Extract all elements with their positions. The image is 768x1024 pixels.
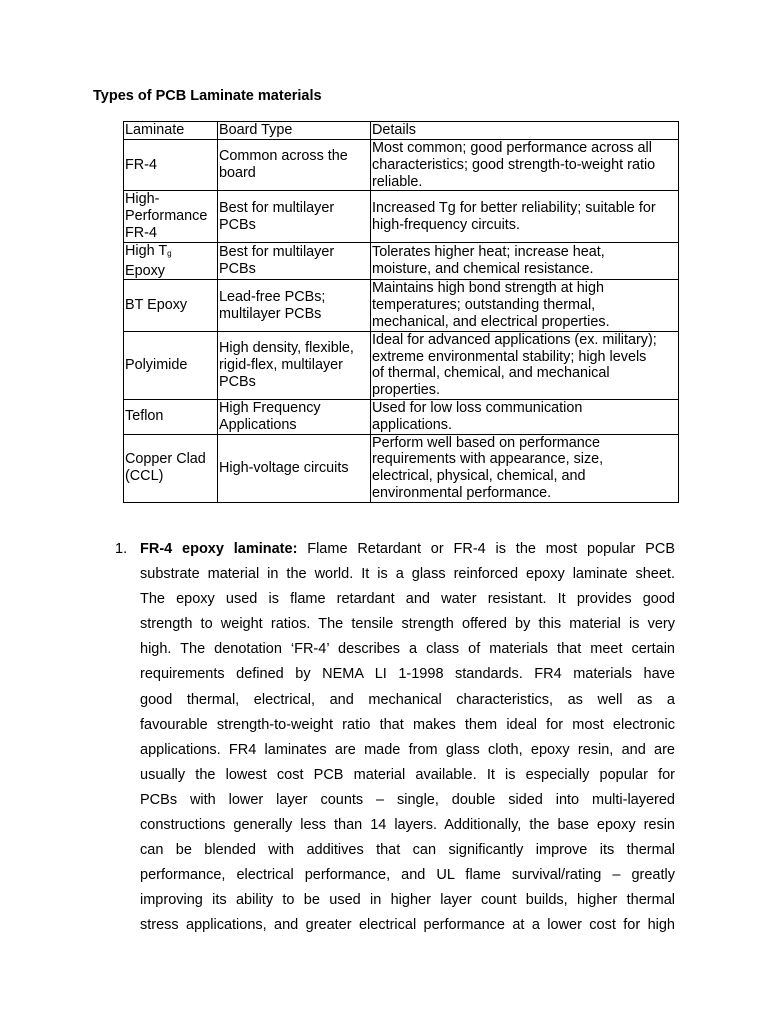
- list-number: 1.: [115, 541, 128, 557]
- cell-laminate: [124, 434, 218, 502]
- cell-details: [371, 280, 679, 331]
- cell-line: moisture, and chemical resistance.: [372, 261, 594, 278]
- cell-board-type: [218, 399, 371, 434]
- cell-line: BT Epoxy: [125, 297, 188, 314]
- cell-board-type: [218, 242, 371, 280]
- cell-details: [371, 242, 679, 280]
- cell-line: electrical, physical, chemical, and: [372, 468, 586, 485]
- table-row: [124, 242, 679, 280]
- laminate-table: [123, 121, 679, 503]
- cell-laminate: [124, 331, 218, 399]
- list-line: improving its ability to be used in higher layer count builds, higher thermal: [140, 892, 675, 909]
- list-item-lead: FR-4 epoxy laminate:: [140, 541, 298, 557]
- list-line: substrate material in the world. It is a glass reinforced epoxy laminate sheet.: [140, 566, 675, 583]
- cell-line: Epoxy: [125, 262, 165, 279]
- header-details: Details: [371, 122, 679, 140]
- cell-line: Ideal for advanced applications (ex. military);: [372, 331, 657, 348]
- cell-line: mechanical, and electrical properties.: [372, 313, 610, 330]
- list-line: good thermal, electrical, and mechanical characteristics, as well as a: [140, 691, 675, 708]
- list-line: PCBs with lower layer counts – single, double sided into multi-layered: [140, 791, 675, 808]
- table-header-row: [124, 122, 679, 140]
- cell-line: extreme environmental stability; high levels: [372, 348, 647, 365]
- cell-line: Used for low loss communication: [372, 399, 583, 416]
- table-row: [124, 434, 679, 502]
- cell-line: High-: [125, 191, 160, 208]
- list-line: The epoxy used is flame retardant and water resistant. It provides good: [140, 591, 675, 608]
- cell-line: characteristics; good strength-to-weight ratio: [372, 156, 656, 173]
- cell-line: temperatures; outstanding thermal,: [372, 297, 596, 314]
- cell-board-type: [218, 331, 371, 399]
- cell-line: Copper Clad: [125, 451, 206, 468]
- cell-line: requirements with appearance, size,: [372, 451, 604, 468]
- list-line: requirements defined by NEMA LI 1-1998 standards. FR4 materials have: [140, 666, 675, 683]
- cell-line: Increased Tg for better reliability; suitable for: [372, 199, 656, 216]
- cell-line: PCBs: [219, 261, 256, 278]
- cell-line: FR-4: [125, 156, 157, 173]
- cell-line: board: [219, 165, 256, 182]
- cell-board-type: [218, 191, 371, 242]
- list-item-fr4: [140, 537, 675, 939]
- cell-laminate: [124, 191, 218, 242]
- list-line: strength to weight ratios. The tensile strength offered by this material is very: [140, 616, 675, 633]
- list-line: favourable strength-to-weight ratio that makes them ideal for most electronic: [140, 716, 675, 733]
- cell-line: rigid-flex, multilayer: [219, 356, 343, 373]
- cell-line: Best for multilayer: [219, 199, 335, 216]
- header-board-type: Board Type: [218, 122, 371, 140]
- cell-laminate: [124, 140, 218, 191]
- cell-line: High density, flexible,: [219, 340, 354, 357]
- cell-line: applications.: [372, 416, 452, 433]
- table-row: [124, 399, 679, 434]
- cell-line: Applications: [219, 416, 297, 433]
- cell-details: [371, 140, 679, 191]
- cell-details: [371, 399, 679, 434]
- cell-text: High T: [125, 242, 168, 259]
- cell-line: PCBs: [219, 216, 256, 233]
- cell-line: Most common; good performance across all: [372, 140, 652, 156]
- cell-details: [371, 434, 679, 502]
- list-line: usually the lowest cost PCB material available. It is especially popular for: [140, 766, 675, 783]
- cell-board-type: [218, 434, 371, 502]
- cell-line: FR-4: [125, 224, 157, 241]
- list-line: performance, electrical performance, and UL flame survival/rating – greatly: [140, 867, 675, 884]
- cell-line: Best for multilayer: [219, 244, 335, 261]
- cell-line: Polyimide: [125, 356, 188, 373]
- list-first-line: [140, 537, 675, 562]
- list-line: can be blended with additives that can significantly improve its thermal: [140, 842, 675, 859]
- cell-line: Teflon: [125, 408, 164, 425]
- cell-laminate: [124, 399, 218, 434]
- table-row: [124, 280, 679, 331]
- table-row: [124, 191, 679, 242]
- cell-line: Lead-free PCBs;: [219, 288, 326, 305]
- cell-line: PCBs: [219, 373, 256, 390]
- cell-line: of thermal, chemical, and mechanical: [372, 365, 610, 382]
- header-laminate: Laminate: [124, 122, 218, 140]
- list-line: constructions generally less than 14 layers. Additionally, the base epoxy resin: [140, 817, 675, 834]
- cell-details: [371, 331, 679, 399]
- cell-board-type: [218, 280, 371, 331]
- section-heading: Types of PCB Laminate materials: [93, 88, 322, 104]
- cell-line: high-frequency circuits.: [372, 216, 520, 233]
- cell-line: reliable.: [372, 173, 423, 190]
- cell-line: properties.: [372, 382, 440, 399]
- cell-line: multilayer PCBs: [219, 305, 322, 322]
- cell-line: (CCL): [125, 468, 164, 485]
- cell-laminate: [124, 242, 218, 280]
- cell-laminate: [124, 280, 218, 331]
- cell-line: Performance: [125, 208, 208, 225]
- list-line: applications. FR4 laminates are made from glass cloth, epoxy resin, and are: [140, 741, 675, 758]
- list-line: stress applications, and greater electrical performance at a lower cost for high: [140, 917, 675, 934]
- cell-line: Tolerates higher heat; increase heat,: [372, 244, 605, 261]
- cell-line: High-voltage circuits: [219, 459, 349, 476]
- cell-line: Maintains high bond strength at high: [372, 280, 605, 297]
- table-row: [124, 140, 679, 191]
- cell-board-type: [218, 140, 371, 191]
- cell-line: Perform well based on performance: [372, 434, 600, 451]
- cell-line: Common across the: [219, 148, 348, 165]
- subscript: g: [167, 248, 172, 258]
- list-first-line-text: Flame Retardant or FR-4 is the most popular PCB: [307, 541, 675, 557]
- list-line: high. The denotation ‘FR-4’ describes a class of materials that meet certain: [140, 641, 675, 658]
- cell-details: [371, 191, 679, 242]
- table-row: [124, 331, 679, 399]
- cell-line: High Frequency: [219, 399, 321, 416]
- cell-line: [125, 243, 216, 263]
- cell-line: environmental performance.: [372, 484, 552, 501]
